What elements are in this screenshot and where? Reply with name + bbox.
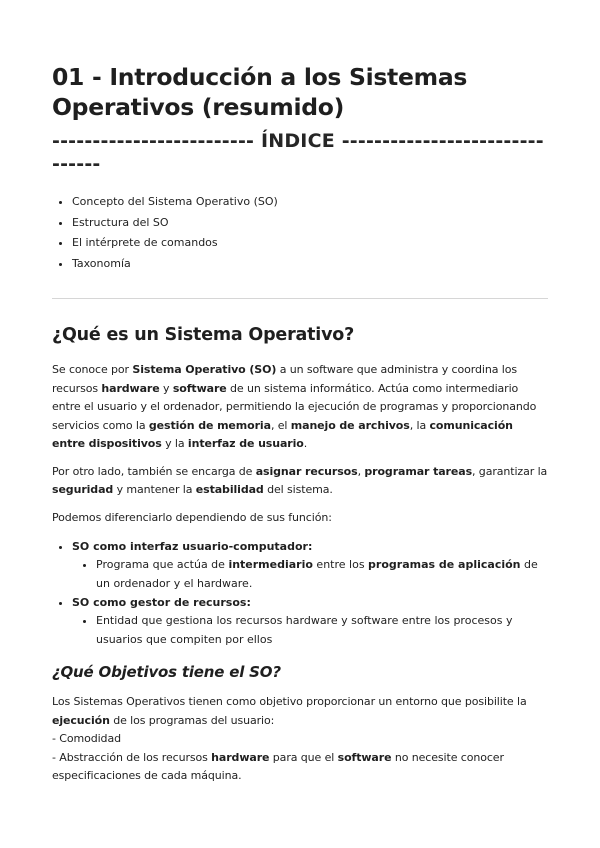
- page-title: 01 - Introducción a los Sistemas Operativos (resumido): [52, 63, 468, 121]
- section-divider: [52, 298, 548, 299]
- functions-list: [52, 537, 548, 649]
- sublist: [72, 556, 548, 593]
- objectives-block: [52, 693, 548, 786]
- table-of-contents: [52, 192, 548, 274]
- sublist: [72, 612, 548, 649]
- paragraph-responsibilities: Por otro lado, también se encarga de asignar recursos, programar tareas, garantizar la seguridad y mantener la estabilidad del sistema.: [52, 464, 548, 496]
- toc-item: • El intérprete de comandos: [72, 233, 548, 254]
- list-item-function: • SO como gestor de recursos: • Entidad que gestiona los recursos hardware y software entre los procesos y usuarios que compiten por ellos: [72, 593, 548, 649]
- objective-line-abstraction: - Abstracción de los recursos hardware para que el software no necesite conocer especificaciones de cada máquina.: [52, 750, 504, 782]
- index-heading: ------------------------- ÍNDICE -------------------------------: [52, 130, 544, 175]
- subsection-heading-objectives: ¿Qué Objetivos tiene el SO?: [52, 663, 281, 681]
- paragraph-functions-intro: Podemos diferenciarlo dependiendo de sus función:: [52, 510, 332, 524]
- objective-line-comfort: - Comodidad: [52, 732, 121, 745]
- toc-item: • Estructura del SO: [72, 213, 548, 234]
- section-heading-what-is-os: ¿Qué es un Sistema Operativo?: [52, 325, 355, 345]
- toc-item: • Concepto del Sistema Operativo (SO): [72, 192, 548, 213]
- list-item-detail: • Entidad que gestiona los recursos hardware y software entre los procesos y usuarios que compiten por ellos: [96, 612, 548, 649]
- list-item-function: • SO como interfaz usuario-computador: • Programa que actúa de intermediario entre los programas de aplicación de un ordenador y el hardware.: [72, 537, 548, 593]
- paragraph-definition: Se conoce por Sistema Operativo (SO) a un software que administra y coordina los recursos hardware y software de un sistema informático. Actúa como intermediario entre el usuario y el ordenador, permitiendo la ejecución de programas y proporcionando servicios como la gestión de memoria, el manejo de archivos, la comunicación entre dispositivos y la interfaz de usuario.: [52, 363, 537, 450]
- paragraph-objectives: Los Sistemas Operativos tienen como objetivo proporcionar un entorno que posibilite la ejecución de los programas del usuario:: [52, 695, 527, 727]
- toc-item: • Taxonomía: [72, 254, 548, 275]
- list-item-detail: • Programa que actúa de intermediario entre los programas de aplicación de un ordenador y el hardware.: [96, 556, 548, 593]
